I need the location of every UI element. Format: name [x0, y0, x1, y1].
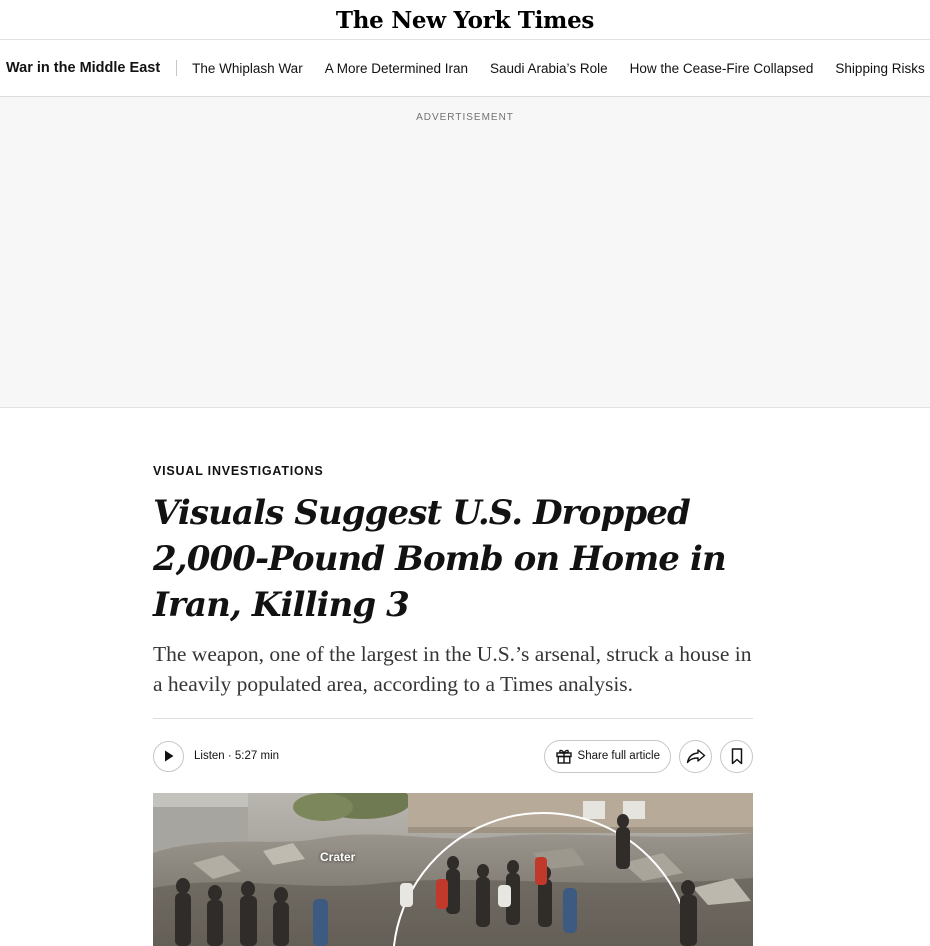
- article-divider: [153, 718, 753, 719]
- share-arrow-icon: [686, 748, 706, 764]
- save-bookmark-button[interactable]: [720, 740, 753, 773]
- crater-annotation-label: Crater: [320, 850, 356, 864]
- nyt-logo[interactable]: The New York Times: [335, 7, 595, 34]
- play-icon: [164, 750, 174, 762]
- play-button[interactable]: [153, 741, 184, 772]
- article-summary: The weapon, one of the largest in the U.S.’s arsenal, struck a house in a heavily populated area, according to a Times analysis.: [153, 642, 752, 696]
- article-headline: Visuals Suggest U.S. Dropped 2,000-Pound Bomb on Home in Iran, Killing 3: [153, 493, 726, 625]
- topic-navbar: [0, 40, 930, 97]
- nav-item-cease-fire-collapsed[interactable]: How the Cease-Fire Collapsed: [629, 60, 814, 76]
- bookmark-icon: [731, 748, 743, 765]
- advertisement-slot: [0, 97, 930, 408]
- article-toolbar: [153, 739, 753, 773]
- nav-items: [177, 61, 925, 76]
- listen-control[interactable]: [153, 741, 279, 772]
- article-lead-photo[interactable]: [153, 793, 753, 946]
- article-header: [153, 464, 753, 773]
- share-full-article-label: Share full article: [577, 750, 660, 762]
- masthead: [0, 0, 930, 40]
- listen-duration[interactable]: Listen · 5:27 min: [194, 750, 280, 762]
- nav-item-saudi-arabia-role[interactable]: Saudi Arabia’s Role: [490, 60, 608, 76]
- nav-item-whiplash-war[interactable]: The Whiplash War: [192, 60, 303, 76]
- rubble-scene-image: [153, 793, 753, 946]
- share-full-article-button[interactable]: [544, 740, 671, 773]
- share-button[interactable]: [679, 740, 712, 773]
- nav-section-title[interactable]: War in the Middle East: [0, 60, 177, 76]
- nav-item-shipping-risks[interactable]: Shipping Risks: [835, 60, 925, 76]
- nav-item-determined-iran[interactable]: A More Determined Iran: [324, 60, 468, 76]
- gift-icon: [555, 747, 573, 765]
- advertisement-label: ADVERTISEMENT: [416, 112, 514, 123]
- article-actions: [544, 740, 753, 773]
- article-kicker[interactable]: VISUAL INVESTIGATIONS: [153, 464, 324, 478]
